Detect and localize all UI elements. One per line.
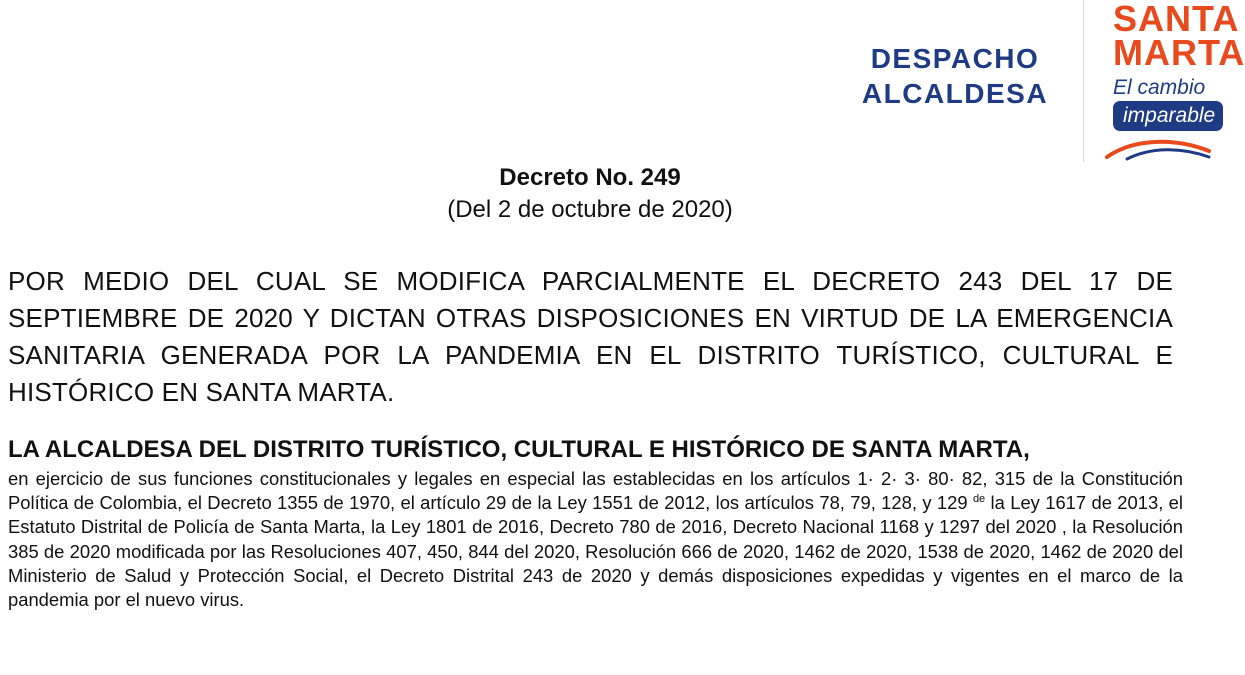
logo-line-2: MARTA — [1113, 32, 1245, 73]
decree-subject: POR MEDIO DEL CUAL SE MODIFICA PARCIALMENTE EL DECRETO 243 DEL 17 DE SEPTIEMBRE DE 2020 Y DICTAN OTRAS DISPOSICIONES EN VIRTUD DE LA EMERGENCIA SANITARIA GENERADA POR LA PANDEMIA EN EL DISTRITO TURÍSTICO, CULTURAL E HISTÓRICO EN SANTA MARTA. — [8, 266, 1173, 407]
office-line-1: DESPACHO — [870, 43, 1040, 74]
logo-line-1: SANTA — [1113, 0, 1240, 39]
logo-tagline-2: imparable — [1113, 101, 1223, 131]
office-header — [835, 41, 1075, 111]
logo-tagline-1: El cambio — [1113, 76, 1206, 99]
considerations-part-2: la Ley 1617 de 2013, el Estatuto Distrital de Policía de Santa Marta, la Ley 1801 de 2016, Decreto 780 de 2016, Decreto Nacional 1168 y 1297 del 2020 , la Resolución 385 de 2020 modificada por las Resoluciones 407, 450, 844 del 2020, Resolución 666 de 2020, 1462 de 2020, 1538 de 2020, 1462 de 2020 del Ministerio de Salud y Protección Social, el Decreto Distrital 243 de 2020 y demás disposiciones expedidas y vigentes en el marco de la pandemia por el nuevo virus. — [8, 492, 1183, 611]
santa-marta-logo — [1113, 0, 1245, 165]
authority-heading: LA ALCALDESA DEL DISTRITO TURÍSTICO, CULTURAL E HISTÓRICO DE SANTA MARTA, — [8, 436, 1030, 463]
office-line-2: ALCALDESA — [861, 78, 1049, 109]
header-divider — [1083, 0, 1084, 162]
decree-number: Decreto No. 249 — [499, 164, 681, 191]
considerations-superscript: de — [972, 493, 986, 506]
decree-date: (Del 2 de octubre de 2020) — [447, 196, 733, 223]
considerations-part-1: en ejercicio de sus funciones constitucionales y legales en especial las establecidas en los artículos 1· 2· 3· 80· 82, 315 de la Constitución Política de Colombia, el Decreto 1355 de 1970, el artículo 29 de la Ley 1551 de 2012, los artículos 78, 79, 128, y 129 — [8, 468, 1183, 514]
wave-icon — [1103, 133, 1213, 165]
legal-considerations — [8, 467, 1183, 612]
